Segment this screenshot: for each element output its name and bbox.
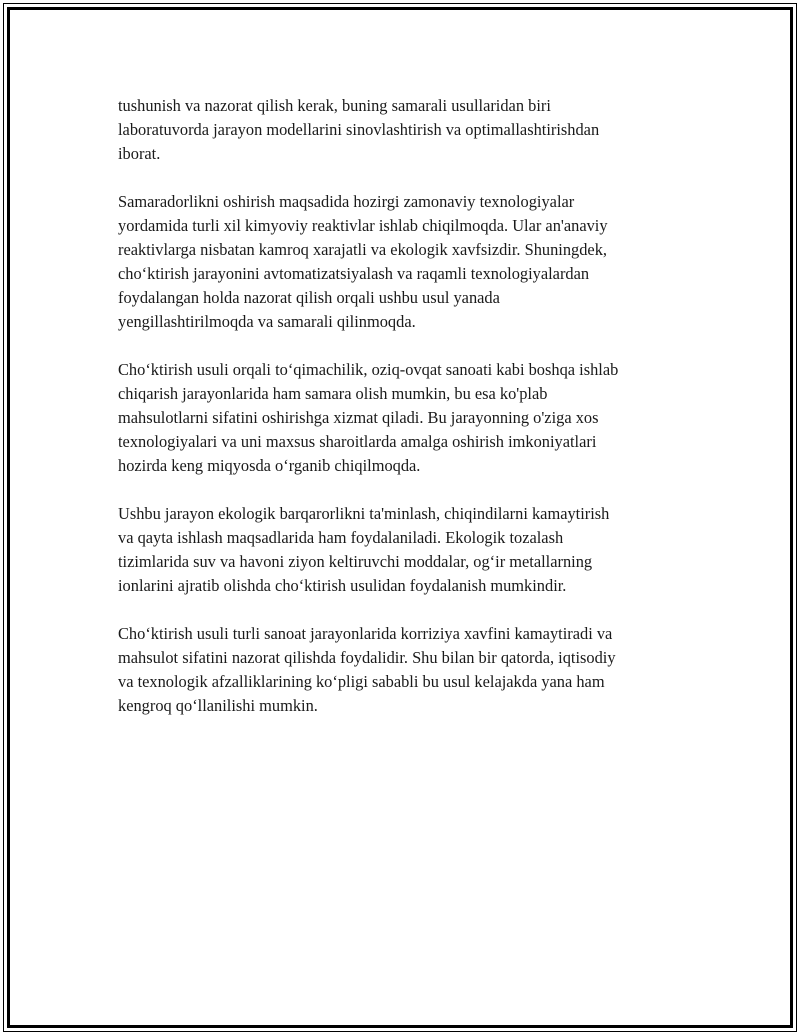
paragraph-2: Samaradorlikni oshirish maqsadida hozirgi zamonaviy texnologiyalar yordamida turli xil kimyoviy reaktivlar ishlab chiqilmoqda. Ular an'anaviy reaktivlarga nisbatan kamroq xarajatli va ekologik xavfsizdir. Shuningdek, cho‘ktirish jarayonini avtomatizatsiyalash va raqamli texnologiyalardan foydalangan holda nazorat qilish orqali ushbu usul yanada yengillashtirilmoqda va samarali qilinmoqda.	[118, 192, 608, 331]
paragraph-5: Cho‘ktirish usuli turli sanoat jarayonlarida korriziya xavfini kamaytiradi va mahsulot sifatini nazorat qilishda foydalidir. Shu bilan bir qatorda, iqtisodiy va texnologik afzalliklarining ko‘pligi sababli bu usul kelajakda yana ham kengroq qo‘llanilishi mumkin.	[118, 624, 616, 715]
paragraph-3: Cho‘ktirish usuli orqali to‘qimachilik, oziq-ovqat sanoati kabi boshqa ishlab chiqarish jarayonlarida ham samara olish mumkin, bu esa ko'plab mahsulotlarni sifatini oshirishga xizmat qiladi. Bu jarayonning o'ziga xos texnologiyalari va uni maxsus sharoitlarda amalga oshirish imkoniyatlari hozirda keng miqyosda o‘rganib chiqilmoqda.	[118, 360, 619, 475]
paragraph-1: tushunish va nazorat qilish kerak, buning samarali usullaridan biri laboratuvorda jarayon modellarini sinovlashtirish va optimallashtirishdan iborat.	[118, 96, 600, 163]
document-body	[118, 94, 698, 742]
paragraph-4: Ushbu jarayon ekologik barqarorlikni ta'minlash, chiqindilarni kamaytirish va qayta ishlash maqsadlarida ham foydalaniladi. Ekologik tozalash tizimlarida suv va havoni ziyon keltiruvchi moddalar, og‘ir metallarning ionlarini ajratib olishda cho‘ktirish usulidan foydalanish mumkindir.	[118, 504, 610, 595]
